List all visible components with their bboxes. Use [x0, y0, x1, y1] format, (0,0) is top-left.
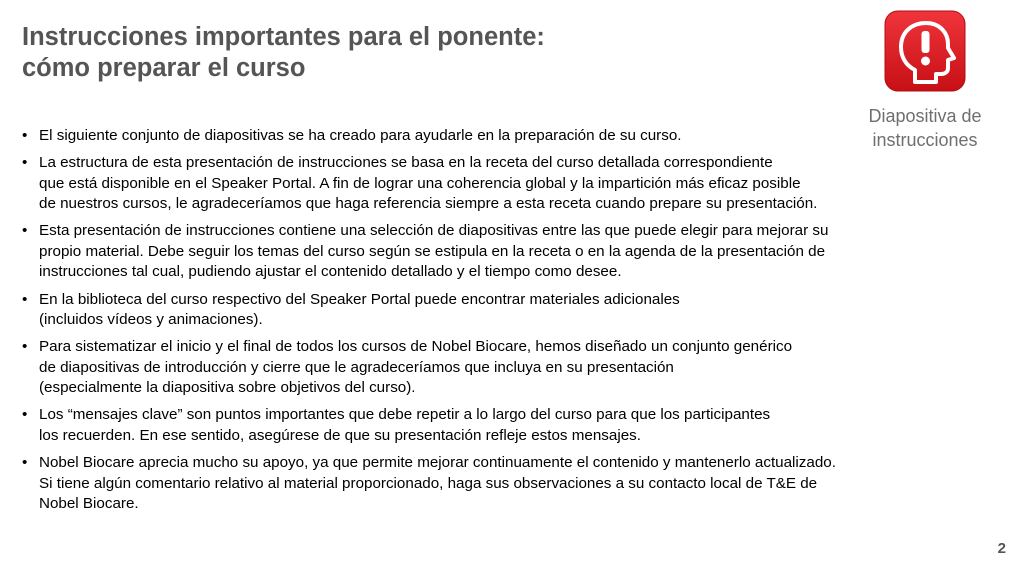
bullet-text-line: La estructura de esta presentación de instrucciones se basa en la receta del curso detallada correspondiente: [39, 154, 773, 172]
bullet-item: [22, 453, 942, 515]
bullet-text-line: los recuerden. En ese sentido, asegúrese de que su presentación refleje estos mensajes.: [39, 426, 641, 444]
bullet-text-line: Nobel Biocare aprecia mucho su apoyo, ya que permite mejorar continuamente el contenido y mantenerlo actualizado.: [39, 454, 836, 472]
bullet-marker: •: [22, 222, 28, 240]
bullet-text-line: Para sistematizar el inicio y el final de todos los cursos de Nobel Biocare, hemos diseñado un conjunto genérico: [39, 338, 793, 356]
bullet-item: [22, 290, 942, 331]
bullet-text-line: propio material. Debe seguir los temas del curso según se estipula en la receta o en la agenda de la presentación de: [39, 242, 826, 260]
bullet-marker: •: [22, 406, 28, 424]
bullet-text-line: En la biblioteca del curso respectivo del Speaker Portal puede encontrar materiales adicionales: [39, 290, 680, 308]
bullet-text-line: que está disponible en el Speaker Portal. A fin de lograr una coherencia global y la impartición más eficaz posible: [39, 174, 801, 192]
bullet-item: [22, 153, 942, 215]
head-exclamation-icon: [884, 10, 966, 92]
bullet-item: [22, 405, 942, 446]
badge-caption-line-2: instrucciones: [872, 130, 978, 150]
bullet-marker: •: [22, 154, 28, 172]
bullet-marker: •: [22, 454, 28, 472]
bullet-text-line: de nuestros cursos, le agradeceríamos que haga referencia siempre a esta receta cuando prepare su presentación.: [39, 195, 818, 213]
bullet-item: [22, 221, 942, 283]
bullet-text-line: de diapositivas de introducción y cierre que le agradeceríamos que incluya en su presentación: [39, 358, 674, 376]
slide-title: [22, 22, 842, 84]
bullet-text-line: El siguiente conjunto de diapositivas se ha creado para ayudarle en la preparación de su curso.: [39, 127, 682, 144]
bullet-text-line: Esta presentación de instrucciones contiene una selección de diapositivas entre las que puede elegir para mejorar su: [39, 222, 829, 240]
instruction-list: [22, 126, 942, 521]
instruction-badge: [884, 10, 966, 92]
bullet-text-line: (especialmente la diapositiva sobre objetivos del curso).: [39, 379, 416, 397]
bullet-marker: •: [22, 127, 28, 144]
badge-caption-line-1: Diapositiva de: [868, 106, 982, 126]
bullet-item: [22, 126, 942, 147]
slide-title-line-1: Instrucciones importantes para el ponente:: [22, 23, 545, 51]
bullet-text-line: Si tiene algún comentario relativo al material proporcionado, haga sus observaciones a su contacto local de T&E de: [39, 474, 818, 492]
bullet-marker: •: [22, 290, 28, 308]
slide-title-line-2: cómo preparar el curso: [22, 54, 306, 82]
bullet-text-line: Los “mensajes clave” son puntos importantes que debe repetir a lo largo del curso para que los participantes: [39, 406, 771, 424]
bullet-text-line: (incluidos vídeos y animaciones).: [39, 311, 263, 329]
bullet-text-line: instrucciones tal cual, pudiendo ajustar el contenido detallado y el tiempo como desee.: [39, 263, 622, 281]
page-number: 2: [997, 540, 1006, 557]
bullet-marker: •: [22, 338, 28, 356]
bullet-item: [22, 337, 942, 399]
bullet-text-line: Nobel Biocare.: [39, 495, 139, 513]
